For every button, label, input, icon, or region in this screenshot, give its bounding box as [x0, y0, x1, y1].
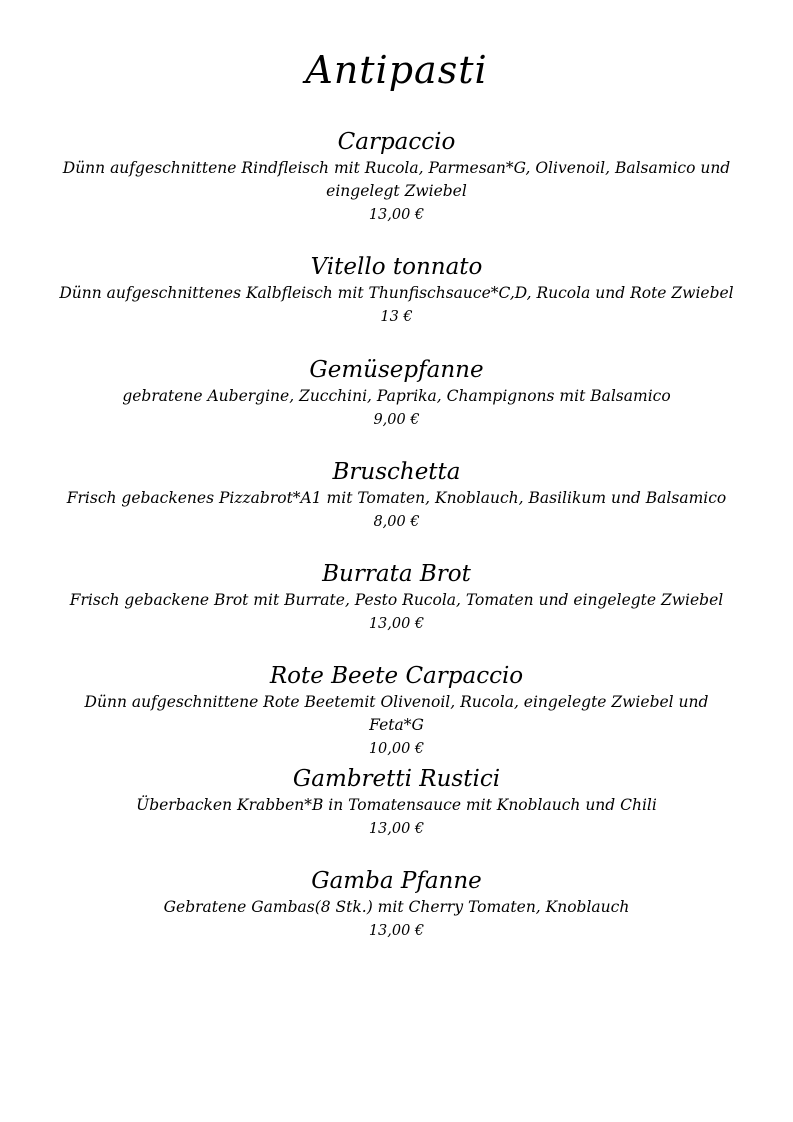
item-name: Gemüsepfanne — [309, 357, 484, 383]
item-price: 8,00 € — [373, 514, 420, 530]
item-price: 13 € — [380, 309, 413, 325]
item-price: 9,00 € — [373, 412, 420, 428]
item-name: Gambretti Rustici — [292, 766, 501, 792]
page-title: Antipasti — [305, 48, 488, 92]
menu-item-vitello-tonnato — [55, 252, 738, 329]
item-name: Vitello tonnato — [310, 254, 483, 280]
item-description: Frisch gebackene Brot mit Burrate, Pesto Rucola, Tomaten und eingelegte Zwiebel — [69, 591, 724, 609]
menu-item-gambretti-rustici — [55, 764, 738, 841]
menu-item-burrata-brot — [55, 559, 738, 636]
menu-item-bruschetta — [55, 457, 738, 534]
item-description: Überbacken Krabben*B in Tomatensauce mit Knoblauch und Chili — [136, 796, 657, 814]
item-price: 13,00 € — [368, 616, 425, 632]
item-name: Gamba Pfanne — [311, 868, 482, 894]
item-name: Carpaccio — [337, 129, 456, 155]
item-description: Gebratene Gambas(8 Stk.) mit Cherry Tomaten, Knoblauch — [163, 898, 630, 916]
item-description: gebratene Aubergine, Zucchini, Paprika, Champignons mit Balsamico — [122, 387, 671, 405]
menu-item-rote-beete-carpaccio — [55, 661, 738, 761]
item-price: 13,00 € — [368, 821, 425, 837]
item-price: 13,00 € — [368, 207, 425, 223]
item-name: Rote Beete Carpaccio — [269, 663, 524, 689]
item-description: Dünn aufgeschnittene Rindfleisch mit Rucola, Parmesan*G, Olivenoil, Balsamico und eingelegt Zwiebel — [62, 159, 731, 200]
item-price: 13,00 € — [368, 923, 425, 939]
item-description: Dünn aufgeschnittenes Kalbfleisch mit Thunfischsauce*C,D, Rucola und Rote Zwiebel — [59, 284, 734, 302]
item-name: Burrata Brot — [322, 561, 471, 587]
item-description: Frisch gebackenes Pizzabrot*A1 mit Tomaten, Knoblauch, Basilikum und Balsamico — [66, 489, 727, 507]
item-description: Dünn aufgeschnittene Rote Beetemit Olivenoil, Rucola, eingelegte Zwiebel und Feta*G — [84, 693, 709, 734]
menu-item-gemuesepfanne — [55, 355, 738, 432]
menu-item-carpaccio — [55, 127, 738, 227]
menu-item-gamba-pfanne — [55, 866, 738, 943]
item-name: Bruschetta — [332, 459, 461, 485]
item-price: 10,00 € — [368, 741, 425, 757]
